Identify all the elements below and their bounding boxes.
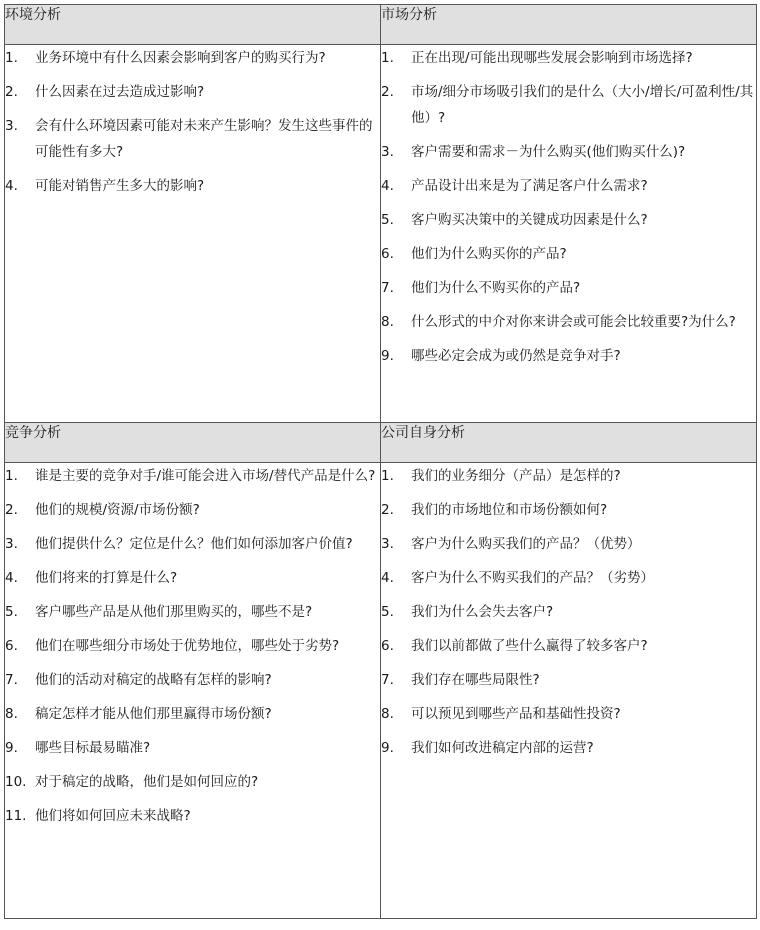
item-number: 3. [5, 118, 18, 134]
list-item [381, 241, 756, 267]
list-item [5, 701, 380, 727]
item-text: 他们将来的打算是什么? [35, 570, 178, 586]
list-item [381, 463, 756, 489]
item-number: 7. [381, 280, 394, 296]
item-text: 可以预见到哪些产品和基础性投资? [411, 706, 621, 722]
list-item [381, 667, 756, 693]
item-number: 5. [5, 604, 18, 620]
item-number: 2. [5, 84, 18, 100]
item-number: 6. [381, 638, 394, 654]
list-item [5, 497, 380, 523]
header-row-bottom [5, 423, 757, 463]
item-number: 10. [5, 774, 27, 790]
item-number: 1. [381, 468, 394, 484]
item-number: 1. [5, 50, 18, 66]
item-text: 他们为什么不购买你的产品? [411, 280, 581, 296]
list-item [381, 531, 756, 557]
list-item [381, 207, 756, 233]
item-number: 1. [5, 468, 18, 484]
section-body-market [381, 45, 757, 423]
item-number: 6. [5, 638, 18, 654]
body-row-top [5, 45, 757, 423]
body-row-bottom [5, 463, 757, 919]
item-number: 7. [5, 672, 18, 688]
question-list [5, 463, 380, 829]
section-header-environment: 环境分析 [5, 5, 381, 45]
item-text: 市场/细分市场吸引我们的是什么（大小/增长/可盈利性/其他）? [411, 84, 754, 126]
item-number: 2. [381, 84, 394, 100]
item-text: 他们在哪些细分市场处于优势地位，哪些处于劣势? [35, 638, 340, 654]
item-text: 我们如何改进稿定内部的运营? [411, 740, 594, 756]
item-number: 2. [5, 502, 18, 518]
question-list [381, 463, 756, 761]
list-item [5, 735, 380, 761]
item-number: 4. [381, 178, 394, 194]
header-row-top [5, 5, 757, 45]
item-number: 8. [381, 706, 394, 722]
item-text: 正在出现/可能出现哪些发展会影响到市场选择? [411, 50, 693, 66]
list-item [5, 803, 380, 829]
item-number: 5. [381, 604, 394, 620]
list-item [381, 79, 756, 131]
list-item [381, 701, 756, 727]
item-text: 客户为什么购买我们的产品？（优势） [411, 536, 641, 552]
item-text: 哪些必定会成为或仍然是竞争对手? [411, 348, 621, 364]
item-number: 1. [381, 50, 394, 66]
section-body-competition [5, 463, 381, 919]
item-text: 业务环境中有什么因素会影响到客户的购买行为? [35, 50, 326, 66]
item-text: 稿定怎样才能从他们那里赢得市场份额? [35, 706, 272, 722]
list-item [381, 173, 756, 199]
item-text: 可能对销售产生多大的影响? [35, 178, 205, 194]
list-item [381, 735, 756, 761]
item-number: 9. [381, 740, 394, 756]
item-text: 我们的市场地位和市场份额如何? [411, 502, 608, 518]
item-number: 2. [381, 502, 394, 518]
list-item [5, 463, 380, 489]
item-text: 对于稿定的战略，他们是如何回应的? [35, 774, 259, 790]
list-item [381, 139, 756, 165]
item-number: 4. [381, 570, 394, 586]
item-text: 他们的规模/资源/市场份额? [35, 502, 200, 518]
item-text: 谁是主要的竞争对手/谁可能会进入市场/替代产品是什么? [35, 468, 376, 484]
question-list [381, 45, 756, 369]
section-body-environment [5, 45, 381, 423]
item-text: 会有什么环境因素可能对未来产生影响？发生这些事件的可能性有多大? [35, 118, 373, 160]
item-text: 哪些目标最易瞄准? [35, 740, 151, 756]
item-text: 他们为什么购买你的产品? [411, 246, 567, 262]
item-text: 我们以前都做了些什么赢得了较多客户? [411, 638, 648, 654]
item-number: 7. [381, 672, 394, 688]
item-number: 5. [381, 212, 394, 228]
item-text: 什么因素在过去造成过影响? [35, 84, 205, 100]
item-number: 3. [381, 144, 394, 160]
list-item [381, 497, 756, 523]
item-number: 11. [5, 808, 27, 824]
item-text: 他们提供什么？定位是什么？他们如何添加客户价值? [35, 536, 353, 552]
list-item [381, 45, 756, 71]
item-number: 3. [5, 536, 18, 552]
list-item [381, 633, 756, 659]
list-item [381, 599, 756, 625]
list-item [5, 667, 380, 693]
item-text: 他们的活动对稿定的战略有怎样的影响? [35, 672, 272, 688]
analysis-table [4, 4, 757, 919]
list-item [5, 565, 380, 591]
item-text: 我们为什么会失去客户? [411, 604, 554, 620]
list-item [5, 113, 380, 165]
section-header-company: 公司自身分析 [381, 423, 757, 463]
item-text: 什么形式的中介对你来讲会或可能会比较重要?为什么? [411, 314, 736, 330]
item-number: 3. [381, 536, 394, 552]
item-text: 产品设计出来是为了满足客户什么需求? [411, 178, 648, 194]
item-number: 9. [381, 348, 394, 364]
item-number: 8. [381, 314, 394, 330]
list-item [5, 599, 380, 625]
section-header-market: 市场分析 [381, 5, 757, 45]
item-text: 我们的业务细分（产品）是怎样的? [411, 468, 621, 484]
section-body-company [381, 463, 757, 919]
list-item [381, 275, 756, 301]
item-text: 客户购买决策中的关键成功因素是什么? [411, 212, 648, 228]
question-list [5, 45, 380, 199]
item-text: 客户需要和需求－为什么购买(他们购买什么)? [411, 144, 686, 160]
item-text: 客户哪些产品是从他们那里购买的，哪些不是? [35, 604, 313, 620]
list-item [5, 531, 380, 557]
item-number: 8. [5, 706, 18, 722]
item-number: 9. [5, 740, 18, 756]
list-item [381, 309, 756, 335]
section-header-competition: 竞争分析 [5, 423, 381, 463]
list-item [381, 343, 756, 369]
item-number: 4. [5, 178, 18, 194]
list-item [5, 79, 380, 105]
list-item [5, 45, 380, 71]
list-item [5, 173, 380, 199]
item-text: 他们将如何回应未来战略? [35, 808, 191, 824]
list-item [381, 565, 756, 591]
list-item [5, 769, 380, 795]
item-number: 4. [5, 570, 18, 586]
item-text: 客户为什么不购买我们的产品？（劣势） [411, 570, 654, 586]
list-item [5, 633, 380, 659]
item-text: 我们存在哪些局限性? [411, 672, 540, 688]
item-number: 6. [381, 246, 394, 262]
